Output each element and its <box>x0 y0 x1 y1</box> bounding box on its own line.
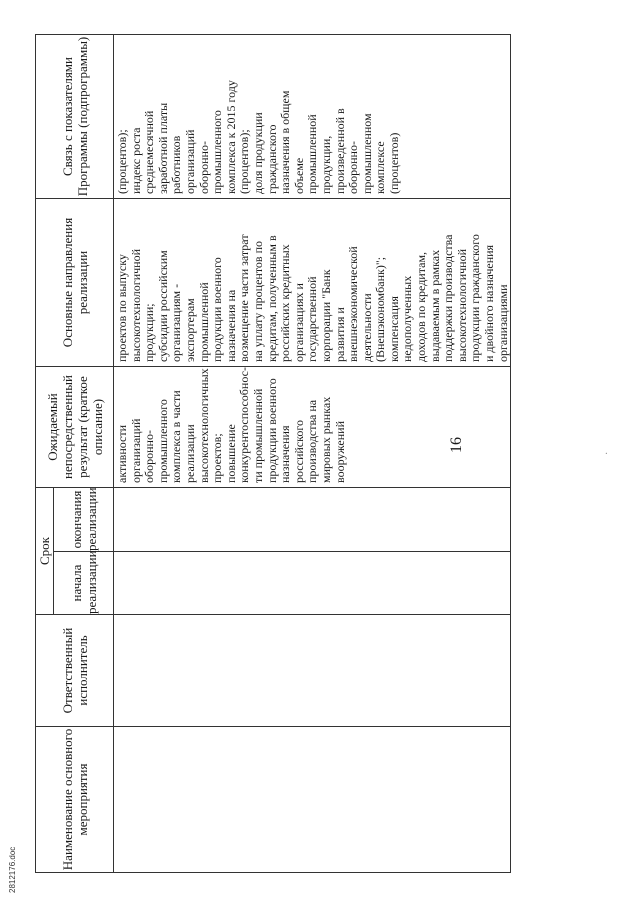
cell-result: активности организаций оборонно- промышленного комплекса в части реализации высокотехнологичных проектов; повышение конкурентоспособнос- ти промышленной продукции военного назначения российского производства на мировых рынках вооружений <box>114 367 511 488</box>
cell-link: (процентов); индекс роста среднемесячной заработной платы работников организаций оборонно- промышленного комплекса к 2015 году (процентов); доля продукции гражданского назначения в общем объеме промышленной продукции, произведенной в оборонно- промышленном комплексе (процентов) <box>114 35 511 199</box>
header-start: начала реализации <box>54 552 114 615</box>
page-number: 16 <box>448 437 465 453</box>
header-result: Ожидаемый непосредственный результат (краткое описание) <box>36 367 114 488</box>
header-executor: Ответственный исполнитель <box>36 615 114 727</box>
scan-speck: · <box>602 451 613 455</box>
program-activities-table <box>35 34 511 873</box>
cell-directions: проектов по выпуску высокотехнологичной продукции; субсидии российским организациям - экспортерам промышленной продукции военного назначения на возмещение части затрат на уплату процентов по кредитам, полученным в российских кредитных организациях и государственной корпорации "Банк развития и внешнеэкономической деятельности (Внешэкономбанк)"; компенсация недополученных доходов по кредитам, выдаваемым в рамках поддержки производства высокотехнологичной продукции гражданского и двойного назначения организациями <box>114 199 511 367</box>
header-end: окончания реализации <box>54 488 114 552</box>
cell-name <box>114 727 511 873</box>
cell-executor <box>114 615 511 727</box>
cell-end <box>114 488 511 552</box>
header-directions: Основные направления реализации <box>36 199 114 367</box>
document-code: 2812176.doc <box>8 846 17 893</box>
header-term: Срок <box>36 488 54 615</box>
cell-start <box>114 552 511 615</box>
header-link: Связь с показателями Программы (подпрограммы) <box>36 35 114 199</box>
header-name: Наименование основного мероприятия <box>36 727 114 873</box>
